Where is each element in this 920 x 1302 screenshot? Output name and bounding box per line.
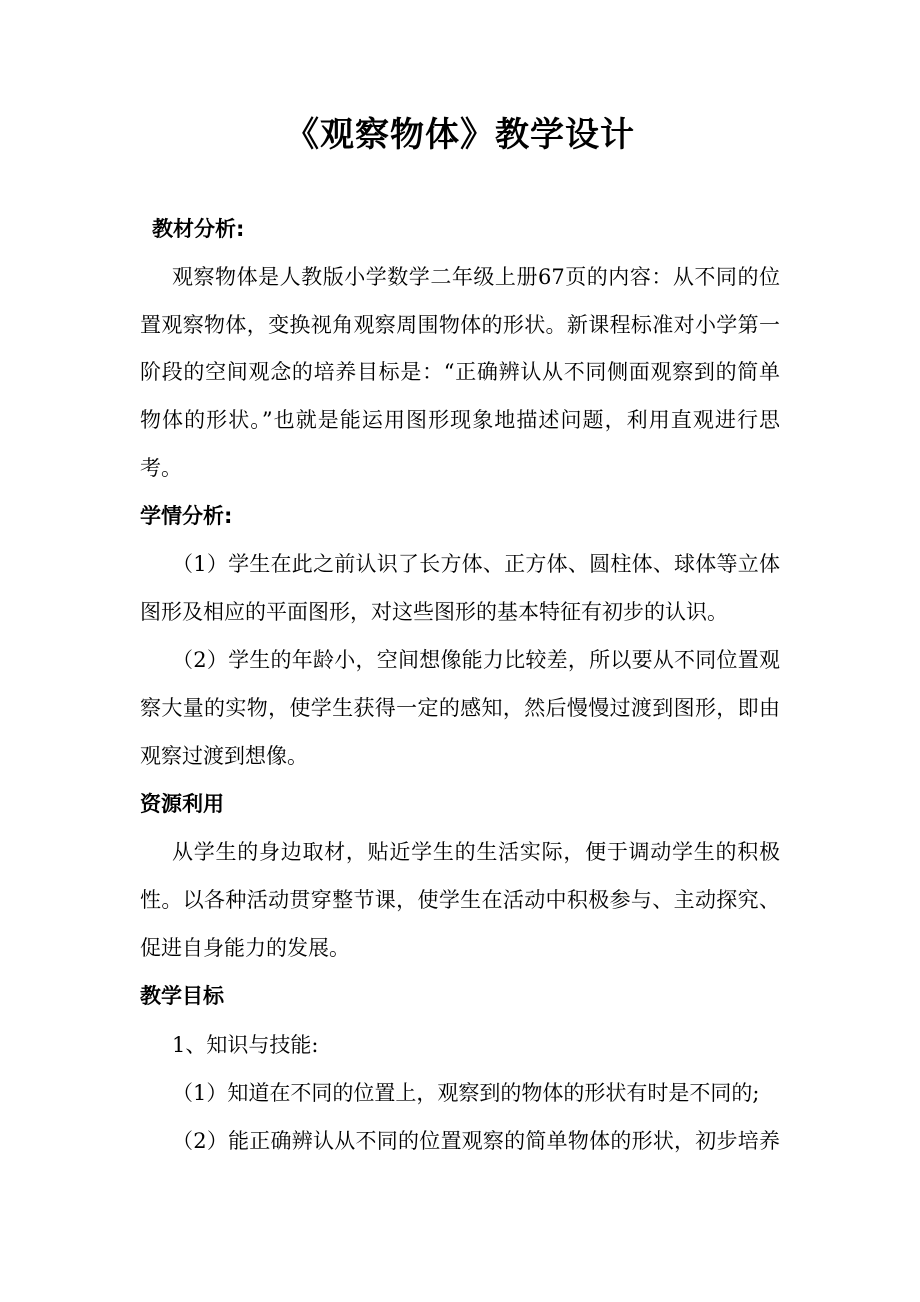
section-heading-goals: 教学目标 — [140, 984, 224, 1008]
paragraph-line: 促进自身能力的发展。 — [140, 936, 350, 960]
paragraph-line: 察大量的实物，使学生获得一定的感知，然后慢慢过渡到图形，即由 — [140, 696, 780, 720]
section-heading-student-analysis: 学情分析: — [140, 504, 233, 528]
section-heading-resources: 资源利用 — [140, 792, 224, 816]
document-title: 《观察物体》教学设计 — [285, 115, 635, 155]
paragraph-line: 阶段的空间观念的培养目标是：“正确辨认从不同侧面观察到的简单 — [140, 360, 780, 384]
paragraph-line: 物体的形状。”也就是能运用图形现象地描述问题，利用直观进行思 — [140, 408, 780, 432]
paragraph-line: （2）能正确辨认从不同的位置观察的简单物体的形状，初步培养 — [172, 1129, 780, 1153]
paragraph-line: （1）知道在不同的位置上，观察到的物体的形状有时是不同的; — [172, 1081, 760, 1105]
paragraph-line: 观察过渡到想像。 — [140, 744, 308, 768]
paragraph-line: 从学生的身边取材，贴近学生的生活实际，便于调动学生的积极 — [172, 840, 780, 864]
paragraph-line: 考。 — [140, 456, 182, 480]
section-heading-material-analysis: 教材分析: — [152, 217, 245, 241]
paragraph-line: （1）学生在此之前认识了长方体、正方体、圆柱体、球体等立体 — [172, 552, 780, 576]
paragraph-line: 1、知识与技能: — [172, 1033, 319, 1057]
paragraph-line: 性。以各种活动贯穿整节课，使学生在活动中积极参与、主动探究、 — [140, 888, 780, 912]
paragraph-line: 置观察物体，变换视角观察周围物体的形状。新课程标准对小学第一 — [140, 313, 780, 337]
paragraph-line: （2）学生的年龄小，空间想像能力比较差，所以要从不同位置观 — [172, 648, 780, 672]
paragraph-line: 观察物体是人教版小学数学二年级上册67页的内容：从不同的位 — [172, 265, 780, 289]
paragraph-line: 图形及相应的平面图形，对这些图形的基本特征有初步的认识。 — [140, 600, 728, 624]
